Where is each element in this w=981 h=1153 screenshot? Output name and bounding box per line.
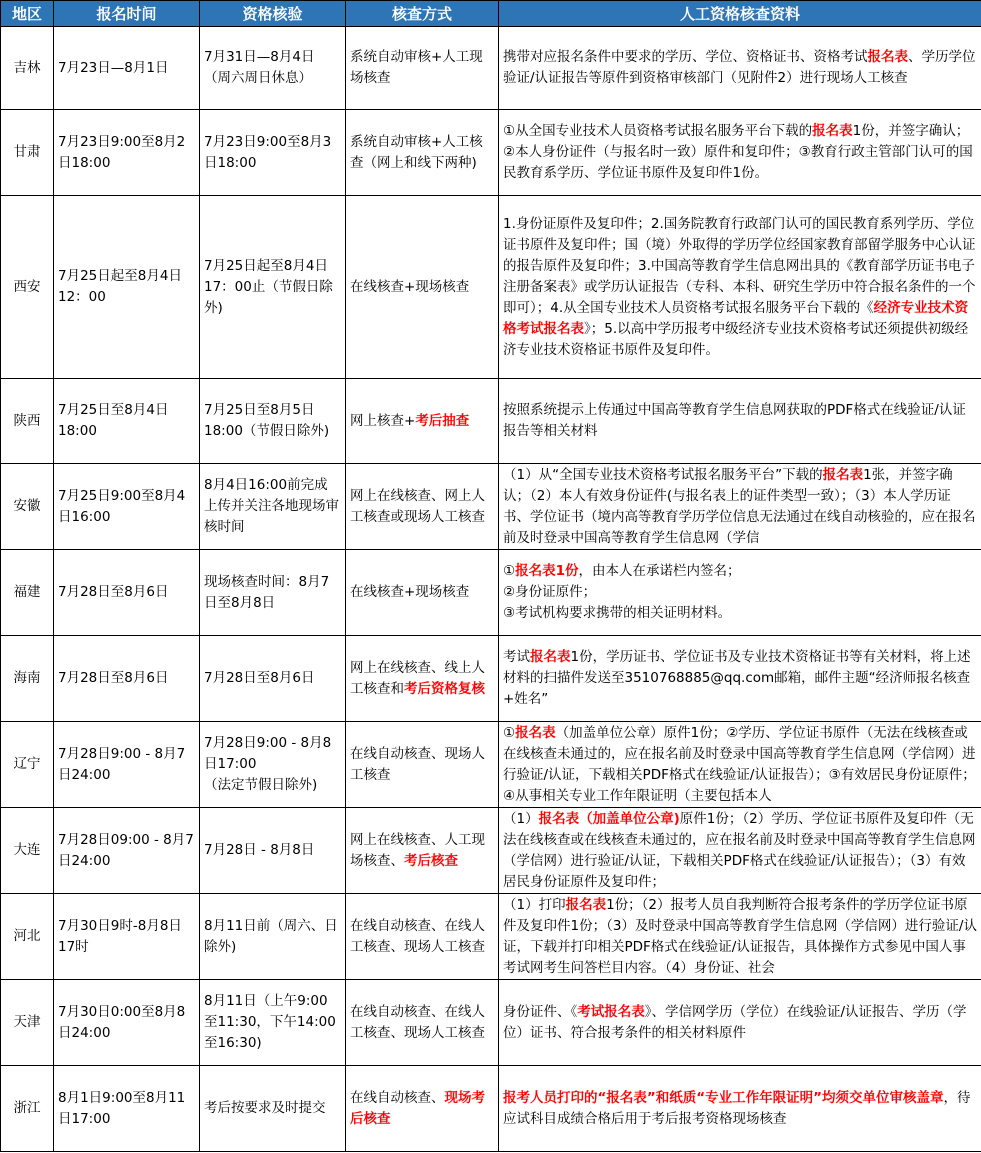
materials-cell (499, 110, 981, 196)
region-cell: 天津 (1, 980, 54, 1066)
table-row (1, 808, 981, 894)
materials-text (503, 647, 977, 710)
cell-text: 网上核查+ (350, 412, 416, 429)
table-row (1, 1066, 981, 1152)
cell-text: 1份，学历证书、学位证书及专业技术资格证书等有关材料，将上述材料的扫描件发送至3510768885@qq.com邮箱，邮件主题“经济师报名核查+姓名” (503, 649, 971, 707)
method-cell (346, 722, 499, 808)
reg-time-cell: 7月25日9:00至8月4日16:00 (54, 464, 200, 550)
materials-text (503, 214, 977, 361)
materials-cell (499, 464, 981, 550)
cell-text: 、学历学位验证/认证报告等原件到资格审核部门（见附件2）进行现场人工核查 (503, 49, 976, 86)
cell-text: 网上在线核查、线上人工核查和 (350, 659, 485, 697)
table-row (1, 110, 981, 196)
highlight-text: 考后抽查 (415, 412, 470, 429)
table-row (1, 27, 981, 110)
highlight-text: 考后资格复核 (404, 680, 485, 697)
highlight-text: 报名表 (565, 896, 607, 913)
highlight-text: 报名表 (515, 724, 556, 741)
qualification-cell: 7月23日9:00至8月3日18:00 (200, 110, 346, 196)
cell-text: （1） (503, 810, 539, 827)
reg-time-cell: 7月28日09:00 - 8月7日24:00 (54, 808, 200, 894)
header-method: 核查方式 (346, 1, 499, 27)
header-reg-time: 报名时间 (54, 1, 200, 27)
table-row (1, 636, 981, 722)
qualification-cell: 考后按要求及时提交 (200, 1066, 346, 1152)
region-cell: 浙江 (1, 1066, 54, 1152)
reg-time-cell: 8月1日9:00至8月11日17:00 (54, 1066, 200, 1152)
table-body (1, 27, 981, 1152)
method-cell (346, 894, 499, 980)
cell-text: 1份，并签字确认；②本人身份证件（与报名时一致）原件和复印件；③教育行政主管部门认可的国民教育系学历、学位证书原件及复印件1份。 (503, 123, 973, 181)
table-row (1, 550, 981, 636)
region-cell: 福建 (1, 550, 54, 636)
qualification-cell: 7月28日至8月6日 (200, 636, 346, 722)
method-cell (346, 27, 499, 110)
qualification-cell: 7月28日 - 8月8日 (200, 808, 346, 894)
cell-text: 网上在线核查、人工现场核查、 (350, 831, 485, 869)
cell-text: 1.身份证原件及复印件；2.国务院教育行政部门认可的国民教育系列学历、学位证书原件及复印件；国（境）外取得的学历学位经国家教育部留学服务中心认证的报告原件及复印件；3.中国高等教育学生信息网出具的《教育部学历证书电子注册备案表》或学历认证报告（专科、本科、研究生学历中符合报名条件的一个即可）；4.从全国专业技术人员资格考试报名服务平台下载的《 (503, 215, 976, 316)
highlight-text: 报名表 (867, 49, 908, 65)
qualification-cell: 现场核查时间：8月7日至8月8日 (200, 550, 346, 636)
cell-text: 1份；（2）报考人员自我判断符合报考条件的学历学位证书原件及复印件1份；（3）及时登录中国高等教育学生信息网（学信网）进行验证/认证，下载并打印相关PDF格式在线验证/认证报告，具体操作方式参见中国人事考试网考生问答栏目内容。（4）身份证、社会 (503, 896, 977, 976)
materials-text (503, 561, 977, 624)
materials-cell (499, 196, 981, 379)
table-row (1, 464, 981, 550)
reg-time-cell: 7月23日—8月1日 (54, 27, 200, 110)
table-row (1, 980, 981, 1066)
cell-text: 在线自动核查、在线人工核查、现场人工核查 (350, 1003, 485, 1041)
qualification-cell: 8月11日（上午9:00至11:30，下午14:00至16:30) (200, 980, 346, 1066)
cell-text: （加盖单位公章）原件1份；②学历、学位证书原件（无法在线核查或在线核查未通过的，应在报名前及时登录中国高等教育学生信息网（学信网）进行验证/认证，下载相关PDF格式在线验证/认证报告）；③有效居民身份证原件；④从事相关专业工作年限证明（主要包括本人 (503, 724, 976, 804)
region-cell: 甘肃 (1, 110, 54, 196)
qualification-cell: 8月11日前（周六、日除外) (200, 894, 346, 980)
method-cell (346, 196, 499, 379)
reg-time-cell: 7月25日起至8月4日12：00 (54, 196, 200, 379)
region-cell: 大连 (1, 808, 54, 894)
region-cell: 海南 (1, 636, 54, 722)
materials-text (503, 121, 977, 184)
cell-text: 在线自动核查、 (350, 1089, 445, 1106)
materials-cell (499, 894, 981, 980)
cell-text: 原件1份；（2）学历、学位证书原件及复印件（无法在线核查或在线核查未通过的，应在报名前及时登录中国高等教育学生信息网（学信网）进行验证/认证，下载相关PDF格式在线验证/认证报告）；（3）有效居民身份证原件及复印件； (503, 810, 976, 890)
reg-time-cell: 7月30日0:00至8月8日24:00 (54, 980, 200, 1066)
method-cell (346, 464, 499, 550)
materials-cell (499, 722, 981, 808)
materials-text (503, 47, 977, 89)
highlight-text: 考试报名表 (577, 1003, 645, 1020)
materials-text (503, 809, 977, 893)
reg-time-cell: 7月28日至8月6日 (54, 636, 200, 722)
cell-text: 1张，并签字确认；（2）本人有效身份证件(与报名表上的证件类型一致）；（3）本人学历证书、学位证书（境内高等教育学历学位信息无法通过在线自动核验的，应在报名前及时登录中国高等教育学生信息网（学信 (503, 466, 976, 546)
cell-text: ，由本人在承诺栏内签名； ②身份证原件； ③考试机构要求携带的相关证明材料。 (503, 563, 741, 621)
cell-text: 按照系统提示上传通过中国高等教育学生信息网获取的PDF格式在线验证/认证报告等相关材料 (503, 402, 966, 439)
method-cell (346, 980, 499, 1066)
cell-text: 系统自动审核+人工核查（网上和线下两种) (350, 133, 483, 171)
highlight-text: 报考人员打印的“报名表”和纸质“专业工作年限证明”均须交单位审核盖章 (503, 1089, 944, 1106)
header-region: 地区 (1, 1, 54, 27)
region-cell: 河北 (1, 894, 54, 980)
cell-text: 在线核查+现场核查 (350, 584, 470, 600)
highlight-text: 报名表（加盖单位公章) (538, 810, 680, 827)
materials-text (503, 1088, 977, 1130)
highlight-text: 报名表 (822, 466, 864, 483)
table-row (1, 894, 981, 980)
header-qualification: 资格核验 (200, 1, 346, 27)
method-cell (346, 550, 499, 636)
table-row (1, 379, 981, 464)
cell-text: 系统自动审核+人工现场核查 (350, 49, 483, 86)
materials-text (503, 400, 977, 442)
materials-text (503, 465, 977, 549)
materials-cell (499, 980, 981, 1066)
materials-text (503, 723, 977, 807)
cell-text: 》；5.以高中学历报考中级经济专业技术资格考试还须提供初级经济专业技术资格证书原件及复印件。 (503, 320, 969, 358)
cell-text: 考试 (503, 649, 530, 665)
materials-text (503, 1002, 977, 1044)
reg-time-cell: 7月28日至8月6日 (54, 550, 200, 636)
materials-cell (499, 1066, 981, 1152)
cell-text: （1）打印 (503, 896, 566, 913)
method-cell (346, 636, 499, 722)
header-materials: 人工资格核查资料 (499, 1, 981, 27)
highlight-text: 报名表 (812, 123, 853, 139)
materials-cell (499, 550, 981, 636)
region-cell: 辽宁 (1, 722, 54, 808)
cell-text: 在线核查+现场核查 (350, 278, 470, 295)
reg-time-cell: 7月28日9:00 - 8月7日24:00 (54, 722, 200, 808)
materials-cell (499, 379, 981, 464)
qualification-cell: 7月25日至8月5日18:00（节假日除外) (200, 379, 346, 464)
materials-cell (499, 27, 981, 110)
highlight-text: 现场考后核查 (350, 1089, 485, 1127)
method-cell (346, 110, 499, 196)
cell-text: ，待应试科目成绩合格后用于考后报考资格现场核查 (503, 1089, 971, 1127)
cell-text: 携带对应报名条件中要求的学历、学位、资格证书、资格考试 (503, 49, 868, 65)
cell-text: 》、学信网学历（学位）在线验证/认证报告、学历（学位）证书、符合报考条件的相关材料原件 (503, 1003, 967, 1041)
method-cell (346, 808, 499, 894)
materials-text (503, 895, 977, 979)
region-cell: 安徽 (1, 464, 54, 550)
region-cell: 西安 (1, 196, 54, 379)
cell-text: 在线自动核查、在线人工核查、现场人工核查 (350, 917, 485, 955)
qualification-cell: 7月25日起至8月4日17：00止（节假日除外) (200, 196, 346, 379)
reg-time-cell: 7月25日至8月4日18:00 (54, 379, 200, 464)
cell-text: 网上在线核查、网上人工核查或现场人工核查 (350, 487, 485, 525)
highlight-text: 报名表1份 (515, 563, 579, 579)
header-row (1, 1, 981, 27)
qualification-cell: 8月4日16:00前完成上传并关注各地现场审核时间 (200, 464, 346, 550)
qualification-cell: 7月31日—8月4日 （周六周日休息） (200, 27, 346, 110)
region-cell: 陕西 (1, 379, 54, 464)
reg-time-cell: 7月23日9:00至8月2日18:00 (54, 110, 200, 196)
highlight-text: 考后核查 (404, 852, 458, 869)
table-row (1, 722, 981, 808)
cell-text: （1）从“全国专业技术资格考试报名服务平台”下载的 (503, 466, 823, 483)
materials-cell (499, 808, 981, 894)
method-cell (346, 1066, 499, 1152)
qualification-cell: 7月28日9:00 - 8月8日17:00 （法定节假日除外) (200, 722, 346, 808)
cell-text: 身份证件、《 (503, 1003, 578, 1020)
cell-text: ① (503, 563, 516, 579)
region-cell: 吉林 (1, 27, 54, 110)
highlight-text: 报名表 (530, 649, 571, 665)
cell-text: 在线自动核查、现场人工核查 (350, 745, 485, 783)
method-cell (346, 379, 499, 464)
reg-time-cell: 7月30日9时-8月8日17时 (54, 894, 200, 980)
cell-text: ① (503, 724, 516, 741)
materials-cell (499, 636, 981, 722)
cell-text: ①从全国专业技术人员资格考试报名服务平台下载的 (503, 123, 813, 139)
highlight-text: 经济专业技术资格考试报名表 (503, 299, 969, 337)
table-row (1, 196, 981, 379)
